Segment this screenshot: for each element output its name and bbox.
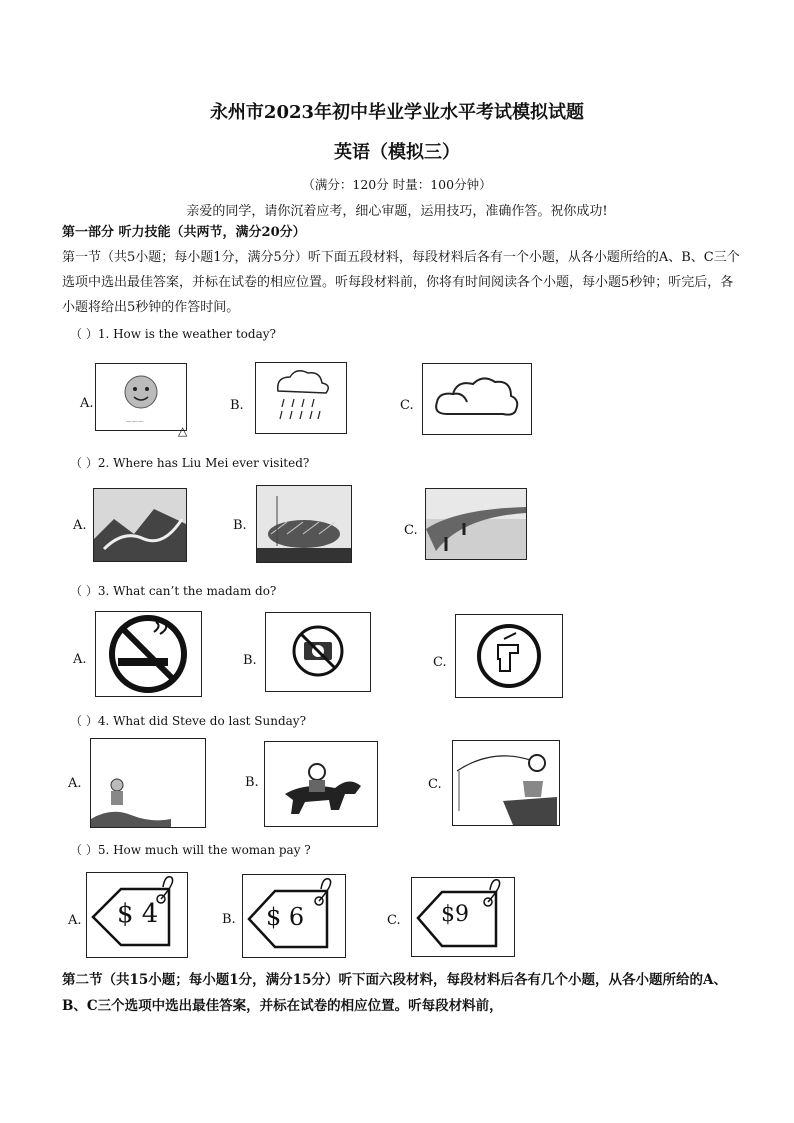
q1-option-b-label: B.	[230, 398, 244, 413]
question-4: （ ）4. What did Steve do last Sunday?	[70, 714, 307, 728]
q4-option-c-label: C.	[428, 777, 442, 792]
q2-option-b-label: B.	[233, 518, 247, 533]
q2-bridge-image	[425, 488, 527, 560]
q4-option-b-label: B.	[245, 775, 259, 790]
q1-option-a-label: A.	[80, 396, 94, 411]
q2-option-c-label: C.	[404, 523, 418, 538]
score-info: （满分：120分 时量：100分钟）	[302, 177, 492, 192]
q3-no-smoking-image	[95, 611, 202, 697]
q2-birds-nest-image	[256, 485, 352, 563]
q1-option-c-label: C.	[400, 398, 414, 413]
greeting: 亲爱的同学，请你沉着应考，细心审题，运用技巧，准确作答。祝你成功!	[186, 204, 608, 219]
q3-option-c-label: C.	[433, 655, 447, 670]
q3-no-camera-image	[265, 612, 371, 692]
q5-option-c-label: C.	[387, 913, 401, 928]
q5-option-a-label: A.	[68, 913, 82, 928]
question-3: （ ）3. What can’t the madam do?	[70, 584, 277, 598]
section2-intro: 第二节（共15小题；每小题1分，满分15分）听下面六段材料，每段材料后各有几个小题，从各小题所给的A、B、C三个选项中选出最佳答案，并标在试卷的相应位置。听每段材料前，	[62, 972, 727, 1014]
q5-option-b-label: B.	[222, 912, 236, 927]
q4-horse-riding-image	[264, 741, 378, 827]
q5-price-b-text: $ 6	[266, 903, 305, 931]
q3-no-pointing-image	[455, 614, 563, 698]
q5-price-a-text: $ 4	[117, 899, 159, 929]
q4-kite-image	[90, 738, 206, 828]
question-5: （ ）5. How much will the woman pay ?	[70, 843, 311, 857]
q1-cloudy-image	[422, 363, 532, 435]
q1-sunny-image	[95, 363, 187, 431]
q2-option-a-label: A.	[73, 518, 87, 533]
svg-text:～～～: ～～～	[126, 419, 145, 426]
exam-subtitle: 英语（模拟三）	[334, 142, 460, 163]
question-1: （ ）1. How is the weather today?	[70, 327, 276, 341]
q2-great-wall-image	[93, 488, 187, 562]
part1-heading: 第一部分 听力技能（共两节，满分20分）	[62, 225, 306, 240]
section1-intro: 第一节（共5小题；每小题1分，满分5分）听下面五段材料，每段材料后各有一个小题，从各小题所给的A、B、C三个选项中选出最佳答案，并标在试卷的相应位置。听每段材料前，你将有时间阅读各个小题，每小题5秒钟；听完后，各小题将给出5秒钟的作答时间。	[62, 250, 740, 315]
question-2: （ ）2. Where has Liu Mei ever visited?	[70, 456, 310, 470]
triangle-icon: △	[178, 424, 188, 438]
q3-option-b-label: B.	[243, 653, 257, 668]
q4-fishing-image	[452, 740, 560, 826]
q4-option-a-label: A.	[68, 776, 82, 791]
q1-rain-image	[255, 362, 347, 434]
exam-title: 永州市2023年初中毕业学业水平考试模拟试题	[209, 102, 585, 123]
q5-price-c-text: $9	[441, 902, 469, 927]
q3-option-a-label: A.	[73, 652, 87, 667]
